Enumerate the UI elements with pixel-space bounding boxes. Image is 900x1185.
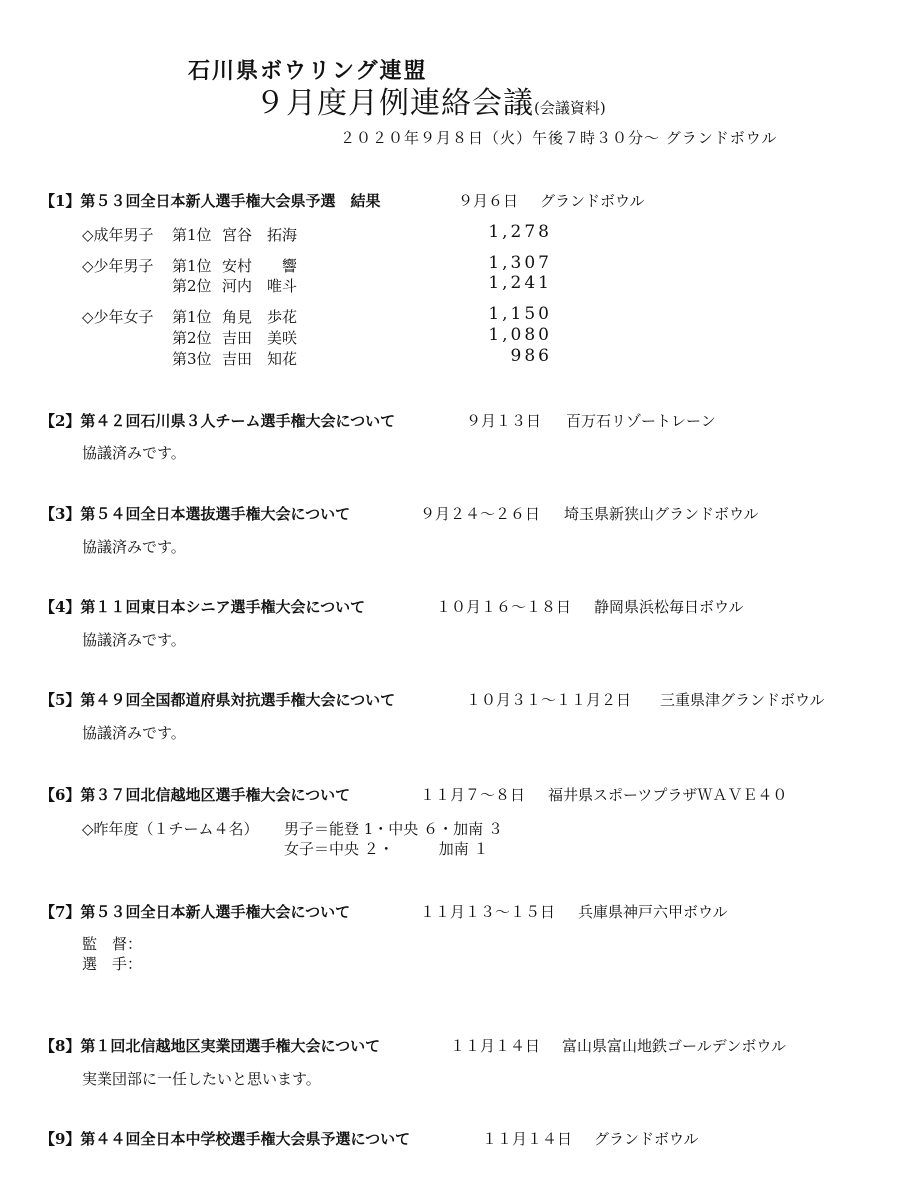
result-score: 1,150 — [488, 304, 552, 324]
item-4-note: 協議済みです。 — [82, 631, 186, 649]
title-subtitle: (会議資料) — [534, 99, 606, 117]
item-3-venue: 埼玉県新狭山グランドボウル — [564, 505, 759, 523]
item-7-coach-label: 監 督： — [82, 935, 143, 953]
result-rank: 第1位 — [172, 308, 212, 326]
result-score: 1,080 — [488, 325, 552, 345]
item-6-lastyear-label: ◇昨年度（１チーム４名） — [82, 820, 259, 838]
item-2-note: 協議済みです。 — [82, 444, 186, 462]
item-9-date: １１月１４日 — [482, 1130, 573, 1148]
document-title — [255, 78, 606, 122]
item-3-heading: 【3】第５４回全日本選抜選手権大会について — [40, 505, 351, 523]
result-name: 河内 唯斗 — [222, 277, 298, 295]
result-name: 吉田 知花 — [222, 350, 298, 368]
item-2-heading: 【2】第４２回石川県３人チーム選手権大会について — [40, 412, 396, 430]
item-1-heading: 【1】第５３回全日本新人選手権大会県予選 結果 — [40, 192, 381, 210]
item-6-date: １１月７〜８日 — [420, 786, 526, 804]
item-3-date: ９月２４〜２６日 — [420, 505, 541, 523]
result-rank: 第3位 — [172, 350, 212, 368]
item-5-date: １０月３１〜１１月２日 — [466, 691, 632, 709]
item-7-players-label: 選 手： — [82, 955, 143, 973]
item-4-venue: 静岡県浜松毎日ボウル — [594, 598, 744, 616]
item-7-venue: 兵庫県神戸六甲ボウル — [578, 903, 728, 921]
item-4-heading: 【4】第１１回東日本シニア選手権大会について — [40, 598, 366, 616]
item-6-men-result: 男子＝能登 1・中央 ６・加南 ３ — [284, 820, 503, 838]
result-category: ◇少年女子 — [82, 308, 154, 326]
meeting-datetime: ２０２０年９月８日（火）午後７時３０分〜 グランドボウル — [340, 129, 778, 147]
result-score: 1,278 — [488, 222, 552, 242]
result-rank: 第2位 — [172, 277, 212, 295]
result-name: 宮谷 拓海 — [222, 226, 298, 244]
item-3-note: 協議済みです。 — [82, 538, 186, 556]
item-2-date: ９月１３日 — [466, 412, 542, 430]
result-name: 吉田 美咲 — [222, 329, 298, 347]
item-2-venue: 百万石リゾートレーン — [566, 412, 716, 430]
result-score: 986 — [510, 346, 552, 366]
item-9-venue: グランドボウル — [594, 1130, 699, 1148]
item-5-venue: 三重県津グランドボウル — [660, 691, 825, 709]
item-5-note: 協議済みです。 — [82, 724, 186, 742]
organization-name: 石川県ボウリング連盟 — [188, 58, 428, 84]
result-score: 1,307 — [488, 253, 552, 273]
result-rank: 第2位 — [172, 329, 212, 347]
item-6-women-result: 女子＝中央 ２・ 加南 １ — [284, 840, 489, 858]
result-name: 角見 歩花 — [222, 308, 298, 326]
item-7-heading: 【7】第５３回全日本新人選手権大会について — [40, 903, 351, 921]
result-category: ◇成年男子 — [82, 226, 154, 244]
item-5-heading: 【5】第４９回全国都道府県対抗選手権大会について — [40, 691, 396, 709]
result-category: ◇少年男子 — [82, 257, 154, 275]
item-6-venue: 福井県スポーツプラザＷＡＶＥ４０ — [548, 786, 788, 804]
item-9-heading: 【9】第４４回全日本中学校選手権大会県予選について — [40, 1130, 411, 1148]
item-7-date: １１月１３〜１５日 — [420, 903, 556, 921]
item-4-date: １０月１６〜１８日 — [436, 598, 572, 616]
item-1-date: ９月６日 — [458, 192, 519, 210]
title-text: ９月度月例連絡会議 — [255, 86, 534, 121]
item-8-heading: 【8】第１回北信越地区実業団選手権大会について — [40, 1037, 381, 1055]
result-rank: 第1位 — [172, 226, 212, 244]
result-score: 1,241 — [488, 273, 552, 293]
item-1-venue: グランドボウル — [540, 192, 645, 210]
result-rank: 第1位 — [172, 257, 212, 275]
item-6-heading: 【6】第３７回北信越地区選手権大会について — [40, 786, 351, 804]
item-8-date: １１月１４日 — [450, 1037, 541, 1055]
item-8-venue: 富山県富山地鉄ゴールデンボウル — [562, 1037, 786, 1055]
result-name: 安村 響 — [222, 257, 298, 275]
item-8-note: 実業団部に一任したいと思います。 — [82, 1070, 321, 1088]
